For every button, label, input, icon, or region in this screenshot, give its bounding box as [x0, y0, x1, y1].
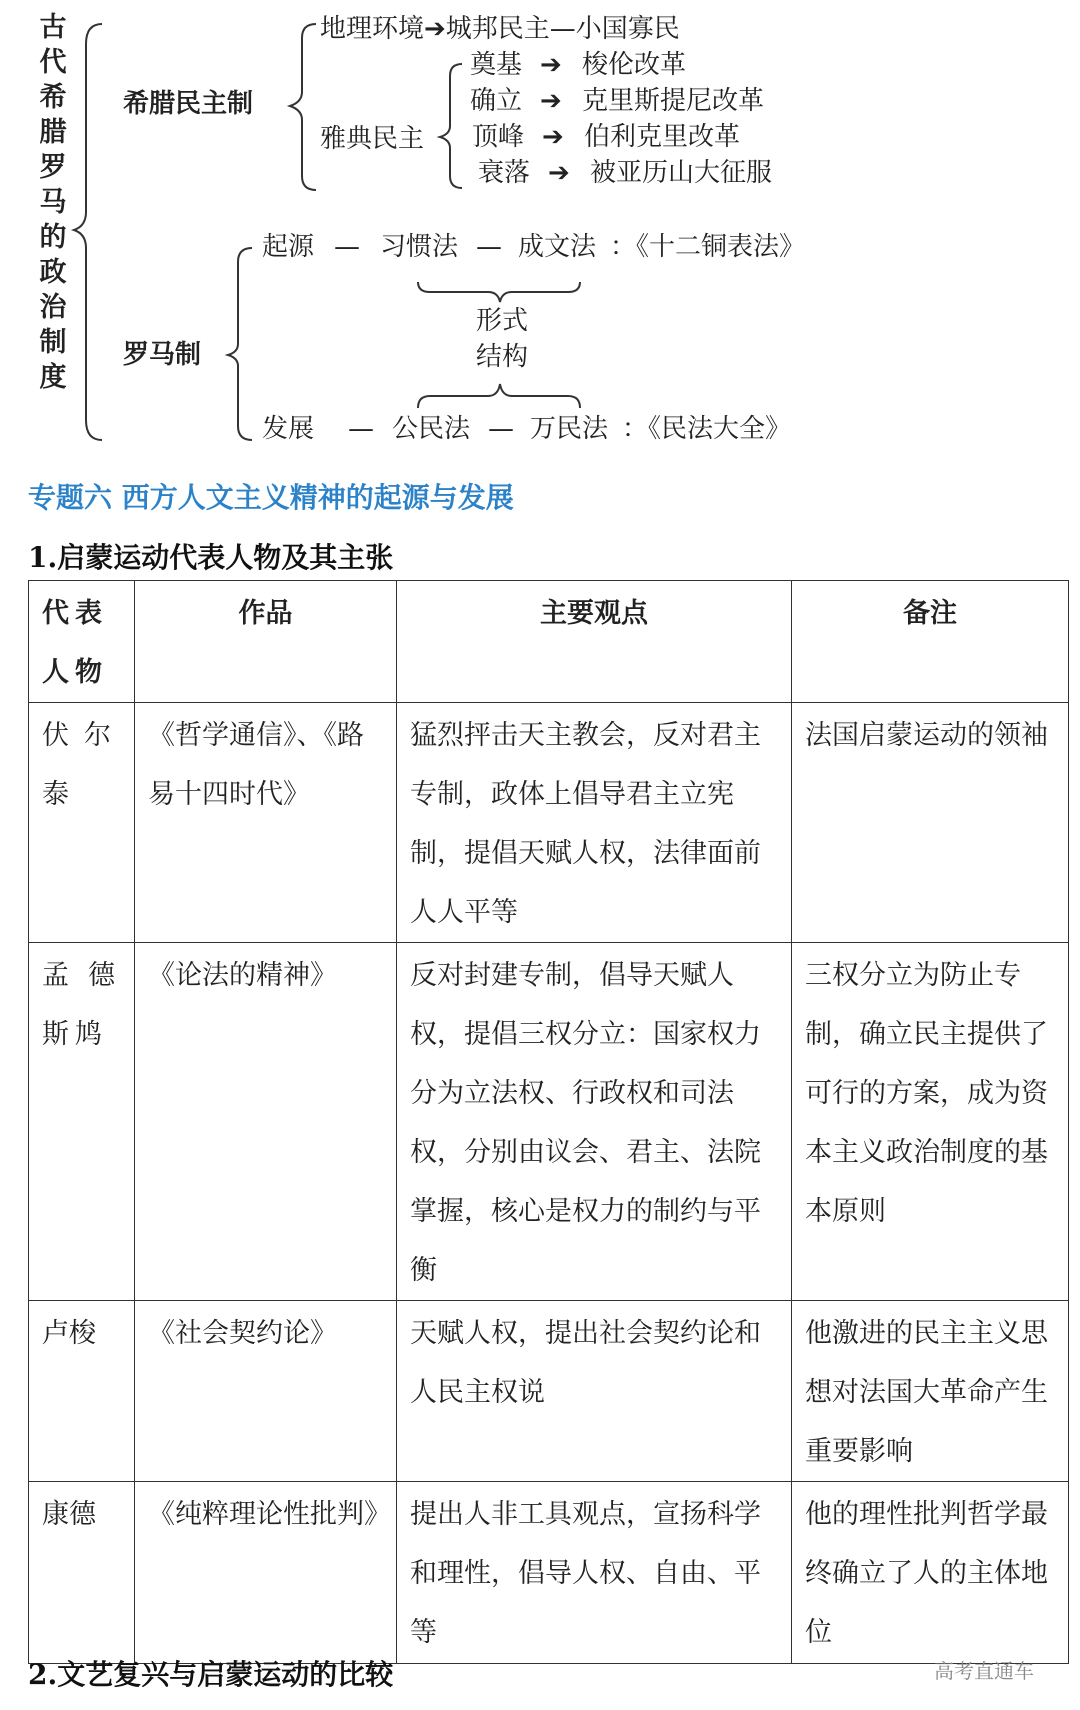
watermark: 高考直通车: [934, 1659, 1034, 1683]
stage-name: 确立: [470, 86, 523, 116]
arrow-icon: ➔: [548, 158, 570, 188]
greece-brace: [290, 24, 316, 190]
root-char: 希: [39, 82, 67, 113]
dash: —: [348, 414, 374, 444]
dash: —: [476, 232, 502, 262]
stage-event: 克里斯提尼改革: [582, 86, 765, 116]
stage-event: 伯利克里改革: [584, 122, 741, 152]
structure-label: 结构: [476, 342, 529, 372]
cell-note: 他的理性批判哲学最终确立了人的主体地位: [792, 1482, 1069, 1664]
cell-note: 三权分立为防止专制，确立民主提供了可行的方案，成为资本主义政治制度的基本原则: [792, 943, 1069, 1301]
stage-name: 奠基: [470, 50, 523, 80]
stage-event: 梭伦改革: [582, 50, 687, 80]
athens-label: 雅典民主: [320, 124, 425, 154]
cell-views: 提出人非工具观点，宣扬科学和理性，倡导人权、自由、平等: [397, 1482, 792, 1664]
rome-brace: [228, 248, 252, 440]
table-row: [29, 1301, 1069, 1482]
root-char: 罗: [39, 152, 67, 183]
root-char: 制: [39, 327, 67, 358]
root-char: 治: [39, 292, 67, 323]
corpus-juris: ：《民法大全》: [622, 414, 792, 444]
table-row: [29, 1482, 1069, 1664]
cell-person: 伏尔泰: [29, 703, 135, 943]
root-char: 的: [39, 222, 67, 253]
table-header-row: [29, 581, 1069, 703]
table-row: [29, 703, 1069, 943]
cell-works: 《社会契约论》: [135, 1301, 397, 1482]
dash: —: [488, 414, 514, 444]
cell-person: 康德: [29, 1482, 135, 1664]
arrow-icon: ➔: [540, 86, 562, 116]
dash: —: [334, 232, 360, 262]
root-char: 马: [39, 187, 67, 218]
cell-note: 他激进的民主主义思想对法国大革命产生重要影响: [792, 1301, 1069, 1482]
root-char: 腊: [39, 117, 67, 148]
develop-label: 发展: [262, 414, 315, 444]
origin-label: 起源: [262, 232, 315, 262]
cell-views: 猛烈抨击天主教会，反对君主专制，政体上倡导君主立宪制，提倡天赋人权，法律面前人人平等: [397, 703, 792, 943]
section-title: 专题六 西方人文主义精神的起源与发展: [28, 481, 514, 514]
customary-law: 习惯法: [380, 232, 459, 262]
header-views: 主要观点: [397, 581, 792, 703]
form-label: 形式: [476, 306, 529, 336]
arrow-icon: ➔: [542, 122, 564, 152]
cell-views: 天赋人权，提出社会契约论和人民主权说: [397, 1301, 792, 1482]
stage-event: 被亚历山大征服: [590, 158, 773, 188]
twelve-tables: ：《十二铜表法》: [610, 232, 806, 262]
geo-environment: 地理环境➔城邦民主—小国寡民: [320, 14, 680, 44]
cell-works: 《哲学通信》、《路易十四时代》: [135, 703, 397, 943]
form-underbrace: [418, 282, 580, 302]
root-char: 度: [39, 362, 67, 393]
header-person: 代表人物: [29, 581, 135, 703]
root-char: 代: [39, 47, 67, 78]
subtitle-enlightenment: 1.启蒙运动代表人物及其主张: [28, 541, 394, 574]
subtitle-comparison: 2.文艺复兴与启蒙运动的比较: [28, 1658, 394, 1691]
cell-person: 卢梭: [29, 1301, 135, 1482]
cell-person: 孟德斯鸠: [29, 943, 135, 1301]
header-note: 备注: [792, 581, 1069, 703]
root-char: 古: [39, 12, 67, 43]
root-char: 政: [39, 257, 67, 288]
cell-works: 《纯粹理论性批判》: [135, 1482, 397, 1664]
enlightenment-table: [28, 580, 1069, 1664]
cell-works: 《论法的精神》: [135, 943, 397, 1301]
law-of-nations: 万民法: [530, 414, 609, 444]
civil-law: 公民法: [392, 414, 471, 444]
arrow-icon: ➔: [540, 50, 562, 80]
written-law: 成文法: [518, 232, 597, 262]
stage-name: 顶峰: [472, 122, 525, 152]
greece-label: 希腊民主制: [123, 89, 254, 119]
table-row: [29, 943, 1069, 1301]
athens-brace: [440, 64, 462, 188]
header-works: 作品: [135, 581, 397, 703]
structure-overbrace: [418, 384, 580, 408]
cell-note: 法国启蒙运动的领袖: [792, 703, 1069, 943]
root-brace: [74, 24, 102, 440]
rome-label: 罗马制: [123, 340, 202, 370]
stage-name: 衰落: [478, 158, 531, 188]
cell-views: 反对封建专制，倡导天赋人权，提倡三权分立：国家权力分为立法权、行政权和司法权，分别由议会、君主、法院掌握，核心是权力的制约与平衡: [397, 943, 792, 1301]
